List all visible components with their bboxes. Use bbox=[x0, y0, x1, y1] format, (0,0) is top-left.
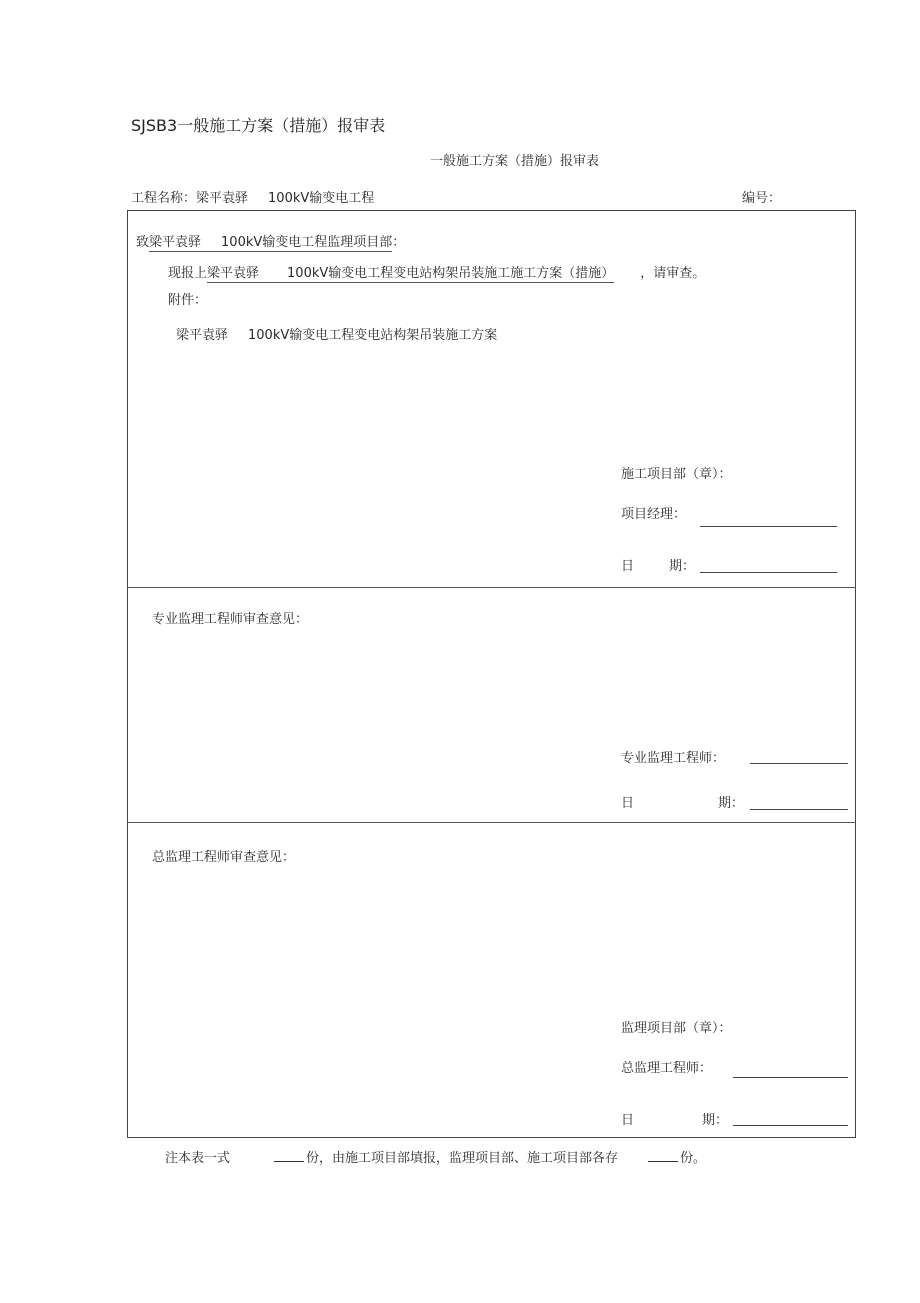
copies-blank-2 bbox=[648, 1151, 678, 1162]
submission-part-a: 梁平袁驿 bbox=[207, 266, 260, 281]
chief-opinion-label: 总监理工程师审查意见： bbox=[152, 850, 296, 865]
date-qi-3: 期： bbox=[702, 1113, 729, 1128]
date-line-2 bbox=[750, 809, 848, 810]
specialist-engineer-label: 专业监理工程师： bbox=[621, 751, 726, 766]
project-manager-signature-line bbox=[700, 526, 837, 527]
project-name-part-a: 梁平袁驿 bbox=[196, 191, 249, 206]
date-ri-3: 日 bbox=[621, 1113, 635, 1128]
construction-dept-seal-label: 施工项目部（章）： bbox=[621, 467, 732, 482]
form-table bbox=[127, 210, 856, 1138]
footnote-part-3: 份。 bbox=[680, 1151, 707, 1166]
date-line-1 bbox=[700, 572, 837, 573]
addressee-part-a: 梁平袁驿 bbox=[149, 235, 202, 250]
submission-part-b: 100kV输变电工程变电站构架吊装施工施工方案（措施） bbox=[287, 266, 615, 281]
specialist-opinion-label: 专业监理工程师审查意见： bbox=[152, 612, 309, 627]
date-line-3 bbox=[733, 1125, 848, 1126]
addressee-colon: ： bbox=[392, 235, 406, 250]
attachment-part-a: 梁平袁驿 bbox=[176, 328, 229, 343]
date-qi-1: 期： bbox=[669, 559, 696, 574]
project-name-line bbox=[131, 187, 374, 206]
addressee-name bbox=[149, 235, 392, 252]
copies-blank-1 bbox=[274, 1151, 304, 1162]
date-ri-2: 日 bbox=[621, 796, 635, 811]
specialist-engineer-signature-line bbox=[750, 763, 848, 764]
date-ri-1: 日 bbox=[621, 559, 635, 574]
form-title: 一般施工方案（措施）报审表 bbox=[430, 154, 600, 169]
chief-engineer-label: 总监理工程师： bbox=[621, 1061, 713, 1076]
submission-prefix: 现报上 bbox=[168, 266, 208, 281]
project-name-part-b: 100kV输变电工程 bbox=[268, 191, 375, 206]
footnote bbox=[165, 1147, 706, 1166]
addressee-line bbox=[136, 231, 405, 250]
document-code-title: SJSB3一般施工方案（措施）报审表 bbox=[131, 116, 386, 135]
addressee-part-b: 100kV输变电工程监理项目部 bbox=[221, 235, 393, 250]
footnote-part-1: 注本表一式 bbox=[165, 1151, 231, 1166]
number-label: 编号： bbox=[742, 191, 782, 206]
attachment-item bbox=[176, 324, 497, 343]
attachment-label: 附件： bbox=[168, 293, 208, 308]
project-name-label: 工程名称： bbox=[131, 191, 197, 206]
chief-engineer-signature-line bbox=[733, 1077, 848, 1078]
attachment-part-b: 100kV输变电工程变电站构架吊装施工方案 bbox=[248, 328, 498, 343]
row-divider-1 bbox=[127, 587, 856, 588]
submission-subject bbox=[207, 266, 614, 283]
submission-line bbox=[168, 262, 705, 281]
project-manager-label: 项目经理： bbox=[621, 507, 687, 522]
addressee-prefix: 致 bbox=[136, 235, 150, 250]
submission-suffix: ，请审查。 bbox=[640, 266, 706, 281]
footnote-part-2: 份，由施工项目部填报，监理项目部、施工项目部各存 bbox=[306, 1151, 619, 1166]
supervision-dept-seal-label: 监理项目部（章）： bbox=[621, 1021, 732, 1036]
date-qi-2: 期： bbox=[718, 796, 745, 811]
row-divider-2 bbox=[127, 822, 856, 823]
